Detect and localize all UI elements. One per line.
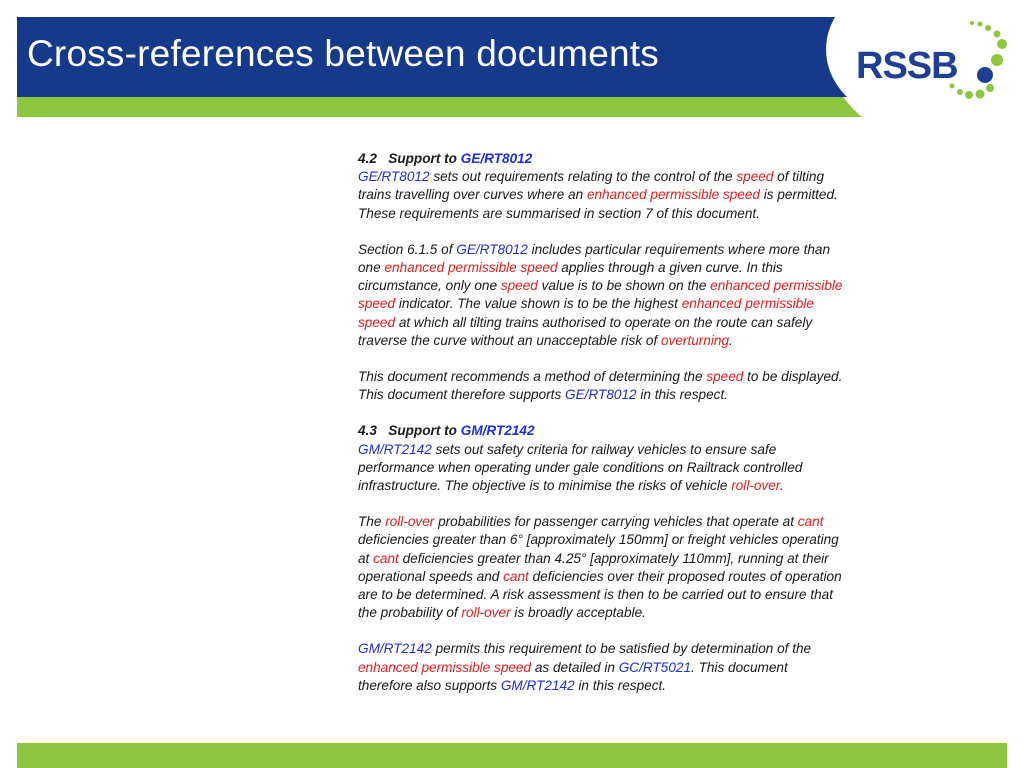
text-line <box>358 441 958 459</box>
text-run: therefore also supports <box>358 677 501 693</box>
defined-term: enhanced permissible speed <box>586 187 760 203</box>
defined-term: enhanced permissible speed <box>358 659 532 675</box>
text-run: applies through a given curve. In this <box>557 260 783 276</box>
document-reference: GM/RT2142 <box>358 641 432 657</box>
text-line <box>358 332 958 350</box>
defined-term: roll-over <box>385 514 435 530</box>
defined-term: speed <box>500 278 538 294</box>
defined-term: overturning <box>661 332 730 348</box>
document-reference: GM/RT2142 <box>358 441 432 457</box>
document-reference: GM/RT2142 <box>460 423 535 439</box>
section-number: 4.3 <box>358 423 377 439</box>
section-heading-4-3 <box>358 422 958 440</box>
text-run: probabilities for passenger carrying vehicles that operate at <box>434 514 798 530</box>
defined-term: speed <box>706 369 744 385</box>
section-number: 4.2 <box>358 151 377 166</box>
text-run: is permitted. <box>760 187 838 203</box>
text-run: deficiencies over their proposed routes of operation <box>528 568 842 584</box>
text-line <box>358 295 958 313</box>
defined-term: speed <box>358 296 396 312</box>
text-line <box>358 604 958 622</box>
text-run: This document recommends a method of determining the <box>358 369 707 385</box>
defined-term: roll-over <box>731 478 780 494</box>
text-run: to be displayed. <box>743 369 843 385</box>
text-line: are to be determined. A risk assessment is then to be carried out to ensure that <box>358 587 834 603</box>
text-run: Section 6.1.5 of <box>358 241 457 257</box>
section-heading-text: Support to <box>388 151 457 166</box>
text-run: includes particular requirements where more than <box>527 241 831 257</box>
text-line <box>358 513 958 531</box>
text-line <box>358 241 958 259</box>
defined-term: speed <box>358 314 396 330</box>
slide-title: Cross-references between documents <box>27 33 659 74</box>
text-run: the probability of <box>358 605 462 621</box>
section-heading-4-2 <box>358 150 958 168</box>
text-run: permits this requirement to be satisfied by determination of the <box>431 641 812 657</box>
text-run: in this respect. <box>636 387 729 403</box>
text-line <box>358 277 958 295</box>
document-excerpt <box>358 150 958 695</box>
defined-term: roll-over <box>461 605 511 621</box>
text-run: at which all tilting trains authorised to operate on the route can safely <box>395 314 813 330</box>
text-run: sets out requirements relating to the control of the <box>429 169 737 185</box>
defined-term: enhanced permissible <box>710 278 843 294</box>
text-run: . <box>779 478 784 494</box>
defined-term: enhanced permissible speed <box>384 260 558 276</box>
text-line <box>358 386 958 404</box>
defined-term: cant <box>503 568 529 584</box>
text-run: in this respect. <box>574 677 667 693</box>
defined-term: speed <box>736 169 774 185</box>
text-line <box>358 677 958 695</box>
defined-term: cant <box>797 514 824 530</box>
text-line <box>358 640 958 658</box>
text-run: indicator. The value shown is to be the highest <box>395 296 682 312</box>
text-run: trains travelling over curves where an <box>358 187 587 203</box>
document-reference: GE/RT8012 <box>460 151 533 166</box>
text-line: These requirements are summarised in section 7 of this document. <box>358 205 760 221</box>
text-run: traverse the curve without an unacceptable risk of <box>358 332 661 348</box>
text-line <box>358 186 958 204</box>
defined-term: enhanced permissible <box>681 296 814 312</box>
text-run: deficiencies greater than 4.25° [approximately 110mm], running at their <box>398 550 829 566</box>
text-run: sets out safety criteria for railway vehicles to ensure safe <box>431 441 777 457</box>
text-line <box>358 477 958 495</box>
text-run: of tilting <box>773 169 825 185</box>
text-line <box>358 259 958 277</box>
text-line <box>358 550 958 568</box>
text-run: infrastructure. The objective is to minimise the risks of vehicle <box>358 478 732 494</box>
text-run: . <box>729 332 733 348</box>
document-reference: GE/RT8012 <box>358 169 430 185</box>
text-run: operational speeds and <box>358 568 504 584</box>
rssb-logo <box>852 20 1012 110</box>
text-line <box>358 568 958 586</box>
text-run: as detailed in <box>531 659 619 675</box>
text-line <box>358 314 958 332</box>
text-line <box>358 368 958 386</box>
text-line <box>358 168 958 186</box>
text-run: This document therefore supports <box>358 387 566 403</box>
text-run: The <box>358 514 386 530</box>
text-run: value is to be shown on the <box>537 278 711 294</box>
document-reference: GE/RT8012 <box>565 387 637 403</box>
text-run: at <box>358 550 374 566</box>
text-run: circumstance, only one <box>358 278 501 294</box>
text-run: is broadly acceptable. <box>510 605 646 621</box>
document-reference: GE/RT8012 <box>456 241 528 257</box>
text-line: deficiencies greater than 6° [approximately 150mm] or freight vehicles operating <box>358 532 839 548</box>
text-run: one <box>358 260 385 276</box>
section-heading-text: Support to <box>388 423 457 439</box>
document-reference: GM/RT2142 <box>500 677 575 693</box>
text-line: performance when operating under gale conditions on Railtrack controlled <box>358 459 803 475</box>
document-reference: GC/RT5021 <box>618 659 692 675</box>
defined-term: cant <box>373 550 399 566</box>
text-line <box>358 659 958 677</box>
text-run: . This document <box>691 659 788 675</box>
footer-bar <box>17 743 1007 768</box>
logo-text: RSSB <box>856 45 958 87</box>
